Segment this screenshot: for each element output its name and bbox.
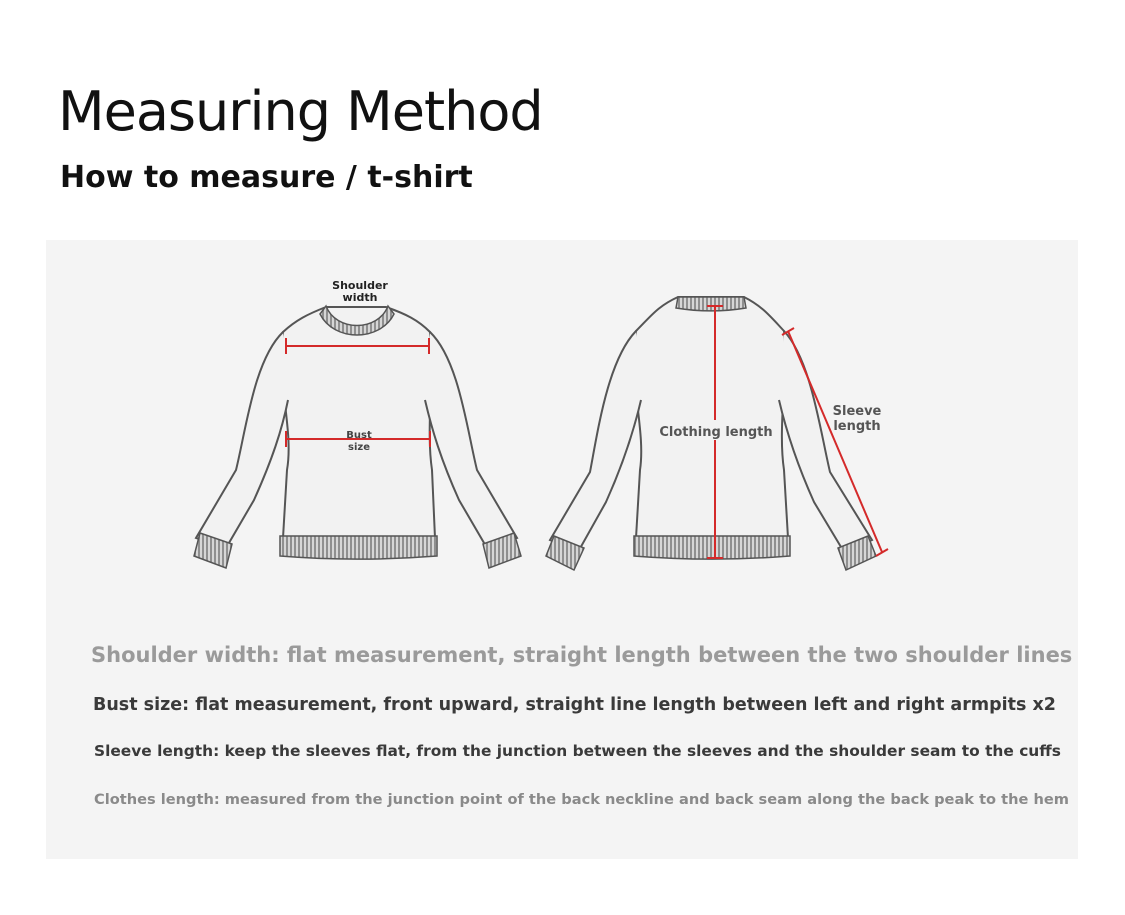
page-subtitle: How to measure / t-shirt [60,160,473,195]
bust-size-note: Bust size: flat measurement, front upward, straight line length between left and right armpits x2 [93,695,1056,715]
back-right-sleeve [779,331,872,552]
clothing-length-label: Clothing length [659,425,773,440]
shoulder-width-label-line1: Shoulder [332,279,388,292]
sweater-front [194,279,521,568]
back-left-sleeve [550,331,641,552]
back-neck-rib [676,297,746,311]
clothes-length-note: Clothes length: measured from the junction point of the back neckline and back seam along the back peak to the hem [94,791,1070,808]
measurement-panel [46,240,1078,859]
front-hem-rib [280,536,437,559]
garment-diagram [46,240,1078,620]
shoulder-width-note: Shoulder width: flat measurement, straight length between the two shoulder lines [91,643,1073,667]
bust-size-label-line2: size [348,442,370,453]
sweater-back [546,297,888,570]
back-body-outline [634,297,788,538]
shoulder-width-label-line2: width [342,291,378,304]
front-right-sleeve [425,332,517,548]
bust-size-label-line1: Bust [346,430,372,441]
sleeve-length-note: Sleeve length: keep the sleeves flat, from the junction between the sleeves and the shoulder seam to the cuffs [94,742,1061,760]
sleeve-length-label-line2: length [833,419,881,434]
page-title: Measuring Method [58,80,543,143]
back-hem-rib [634,536,790,559]
front-left-sleeve [196,332,288,548]
front-body-outline [281,307,435,538]
sleeve-length-label-line1: Sleeve [832,404,882,419]
